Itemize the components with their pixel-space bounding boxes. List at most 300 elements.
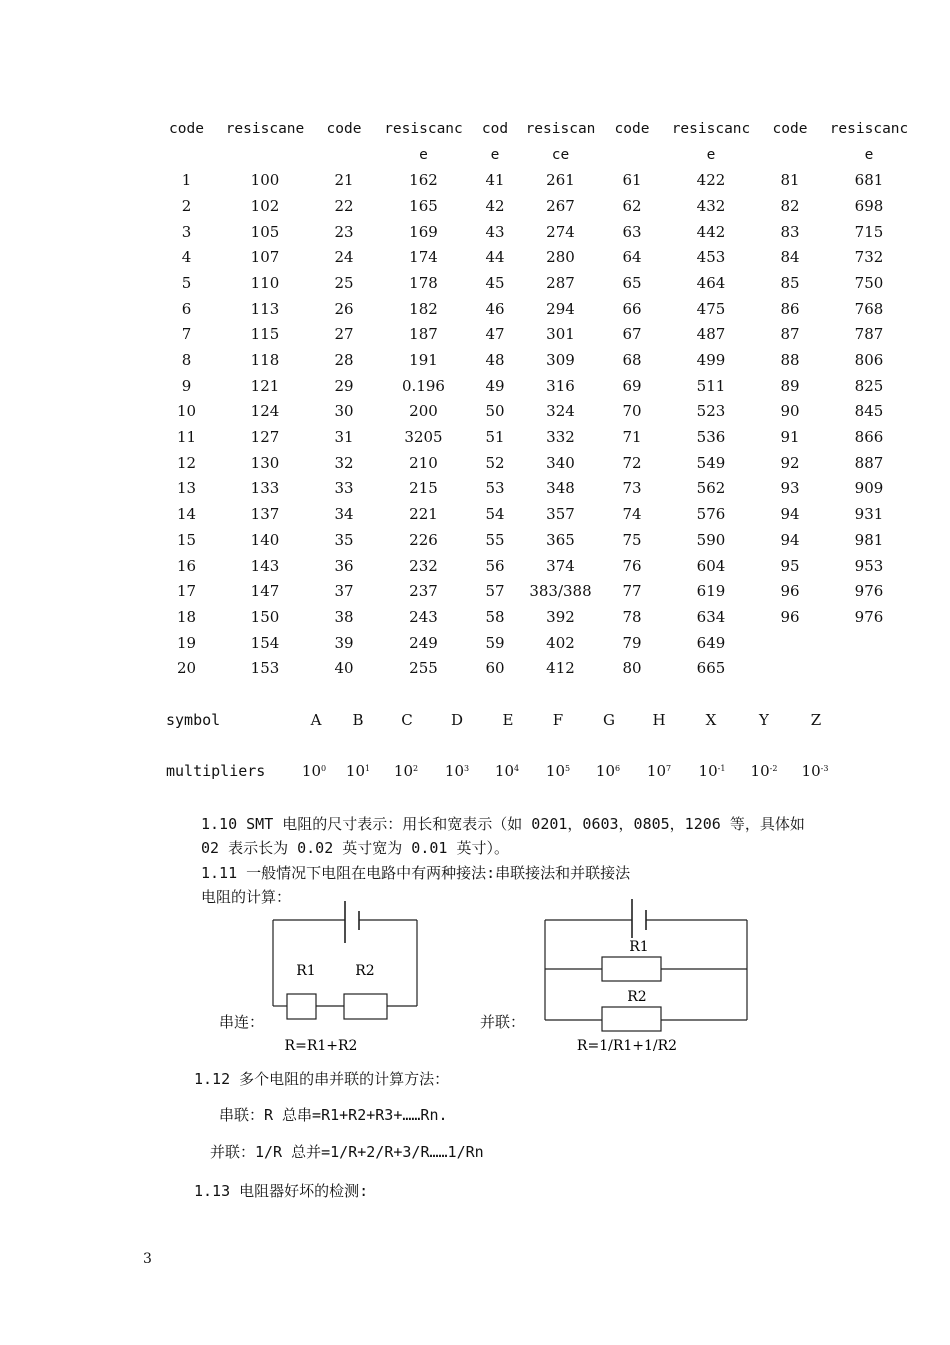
- table-row: [160, 244, 923, 270]
- table-cell: 750: [854, 273, 884, 292]
- table-cell: 16: [176, 556, 197, 575]
- table-cell: 95: [780, 556, 800, 575]
- resistor-r1: [287, 994, 316, 1019]
- header-cell: resiscanc: [671, 120, 751, 137]
- table-cell: 31: [334, 428, 354, 447]
- table-cell: 6: [181, 299, 192, 318]
- table-cell: 931: [854, 505, 884, 524]
- symbol-letter: E: [502, 711, 514, 729]
- multiplier-base: 10: [393, 762, 413, 780]
- series-formula: R=R1+R2: [284, 1038, 358, 1054]
- table-cell: 237: [409, 582, 438, 601]
- multiplier-exponent: 1: [365, 764, 371, 773]
- table-cell: 46: [485, 299, 505, 318]
- resistance-code-table: [160, 116, 923, 681]
- table-cell: 182: [409, 299, 438, 318]
- header-cell: resiscanc: [384, 120, 463, 137]
- table-cell: 191: [409, 351, 438, 370]
- header-cell: resiscan: [525, 120, 596, 137]
- header-cell-wrap: [317, 142, 371, 168]
- table-cell: 316: [546, 376, 575, 395]
- multiplier-value: [533, 762, 583, 780]
- table-cell: 348: [546, 479, 575, 498]
- table-cell: 61: [622, 171, 642, 190]
- table-cell: 48: [485, 351, 505, 370]
- table-cell: 981: [854, 530, 884, 549]
- table-cell: 118: [250, 351, 280, 370]
- multiplier-base: 10: [301, 762, 321, 780]
- table-cell: 96: [780, 582, 800, 601]
- multiplier-exponent: 6: [615, 764, 621, 773]
- table-cell: 115: [250, 325, 280, 344]
- multiplier-base: 10: [494, 762, 514, 780]
- parallel-r1-label: R1: [629, 939, 649, 955]
- table-cell: 365: [546, 530, 575, 549]
- table-row: [160, 655, 923, 681]
- header-cell: code: [326, 120, 362, 137]
- table-cell: 590: [696, 530, 726, 549]
- table-cell: 442: [696, 222, 726, 241]
- table-cell: 88: [780, 351, 800, 370]
- table-row: [160, 347, 923, 373]
- multiplier-base: 10: [345, 762, 365, 780]
- section-1-10-line1: 1.10 SMT 电阻的尺寸表示：用长和宽表示（如 0201，0603，0805，1206 等，具体如: [201, 815, 805, 833]
- table-cell: 576: [696, 505, 726, 524]
- table-cell: 72: [622, 453, 642, 472]
- multiplier-value: [634, 762, 684, 780]
- table-cell: 3: [181, 222, 192, 241]
- table-cell: 147: [250, 582, 280, 601]
- table-cell: 133: [250, 479, 280, 498]
- table-cell: 150: [250, 607, 280, 626]
- table-cell: 768: [854, 299, 884, 318]
- table-cell: 84: [780, 248, 800, 267]
- table-cell: 94: [780, 530, 800, 549]
- table-cell: 432: [696, 196, 726, 215]
- table-cell: 681: [854, 171, 884, 190]
- table-cell: 357: [546, 505, 575, 524]
- header-cell-wrap: e: [706, 146, 716, 163]
- table-cell: 80: [622, 659, 642, 678]
- table-cell: 13: [176, 479, 197, 498]
- symbol-letter: C: [401, 711, 413, 729]
- table-cell: 412: [546, 659, 575, 678]
- table-cell: 14: [176, 505, 197, 524]
- table-cell: 63: [622, 222, 642, 241]
- table-cell: 153: [250, 659, 280, 678]
- table-cell: 20: [176, 659, 197, 678]
- table-cell: 536: [696, 428, 726, 447]
- table-cell: 715: [854, 222, 884, 241]
- multiplier-value: [289, 762, 339, 780]
- table-cell: 23: [334, 222, 354, 241]
- table-row: [160, 193, 923, 219]
- header-cell-wrap: e: [864, 146, 874, 163]
- table-cell: 38: [334, 607, 354, 626]
- table-cell: 178: [409, 273, 438, 292]
- table-cell: 92: [780, 453, 800, 472]
- table-cell: 127: [250, 428, 280, 447]
- table-cell: 232: [409, 556, 438, 575]
- table-header-row: [160, 116, 923, 142]
- table-cell: 280: [546, 248, 575, 267]
- table-cell: 374: [546, 556, 575, 575]
- symbol-letter: Z: [810, 711, 822, 729]
- table-cell: 29: [334, 376, 354, 395]
- table-cell: 845: [854, 402, 884, 421]
- table-cell: 36: [334, 556, 354, 575]
- parallel-formula-text: 并联：1/R 总并=1/R+2/R+3/R……1/Rn: [210, 1143, 484, 1161]
- symbol-letter: A: [310, 711, 322, 729]
- table-cell: 59: [485, 633, 505, 652]
- table-cell: 107: [250, 248, 280, 267]
- table-cell: 15: [176, 530, 197, 549]
- multiplier-value: [790, 762, 840, 780]
- table-row: [160, 322, 923, 348]
- table-cell: 60: [485, 659, 505, 678]
- multiplier-base: 10: [801, 762, 821, 780]
- header-cell-wrap: [607, 142, 657, 168]
- table-cell: 110: [250, 273, 280, 292]
- table-row: [160, 604, 923, 630]
- header-cell-wrap: e: [419, 146, 428, 163]
- parallel-formula: R=1/R1+1/R2: [576, 1038, 678, 1054]
- table-cell: [765, 630, 815, 656]
- multipliers-label: multipliers: [166, 762, 266, 780]
- table-cell: 5: [181, 273, 192, 292]
- table-cell: 53: [485, 479, 505, 498]
- multiplier-value: [583, 762, 633, 780]
- table-cell: 40: [334, 659, 354, 678]
- multiplier-value: [687, 762, 737, 780]
- table-cell: 74: [622, 505, 642, 524]
- parallel-label: 并联：: [480, 1013, 526, 1031]
- table-cell: 976: [854, 607, 884, 626]
- series-label: 串连：: [219, 1013, 265, 1031]
- table-cell: 340: [546, 453, 575, 472]
- table-cell: 91: [780, 428, 800, 447]
- header-cell: code: [772, 120, 808, 137]
- multiplier-base: 10: [646, 762, 666, 780]
- table-cell: 64: [622, 248, 642, 267]
- table-cell: 294: [546, 299, 575, 318]
- table-cell: 475: [696, 299, 726, 318]
- table-cell: 10: [176, 402, 197, 421]
- header-cell: resiscane: [225, 120, 305, 137]
- table-cell: 96: [780, 607, 800, 626]
- table-cell: 67: [622, 325, 642, 344]
- table-cell: 113: [250, 299, 280, 318]
- multiplier-base: 10: [545, 762, 565, 780]
- table-cell: 71: [622, 428, 642, 447]
- table-cell: 976: [854, 582, 884, 601]
- table-cell: 226: [409, 530, 438, 549]
- table-cell: 58: [485, 607, 505, 626]
- table-cell: 66: [622, 299, 642, 318]
- table-cell: 75: [622, 530, 642, 549]
- table-cell: 94: [780, 505, 800, 524]
- table-row: [160, 270, 923, 296]
- table-cell: 54: [485, 505, 505, 524]
- multiplier-exponent: 7: [666, 764, 672, 773]
- table-cell: 51: [485, 428, 505, 447]
- table-cell: 787: [854, 325, 884, 344]
- table-cell: 37: [334, 582, 354, 601]
- multiplier-exponent: 4: [514, 764, 520, 773]
- table-cell: 187: [409, 325, 438, 344]
- multiplier-base: 10: [444, 762, 464, 780]
- table-cell: [815, 630, 923, 656]
- multiplier-value: [482, 762, 532, 780]
- table-cell: 21: [334, 171, 354, 190]
- table-cell: 499: [696, 351, 726, 370]
- table-cell: 44: [485, 248, 505, 267]
- symbol-letter: Y: [759, 711, 769, 729]
- table-cell: 604: [696, 556, 726, 575]
- table-cell: 1: [181, 171, 192, 190]
- table-cell: 11: [176, 428, 197, 447]
- table-cell: 221: [409, 505, 438, 524]
- table-row: [160, 630, 923, 656]
- series-r1-label: R1: [296, 963, 316, 979]
- table-cell: 82: [780, 196, 800, 215]
- header-cell: cod: [481, 120, 509, 137]
- section-1-10-line2: 02 表示长为 0.02 英寸宽为 0.01 英寸）。: [201, 839, 509, 857]
- table-cell: 19: [176, 633, 197, 652]
- resistor-r2: [602, 1007, 661, 1031]
- table-cell: 825: [854, 376, 884, 395]
- table-cell: 57: [485, 582, 505, 601]
- table-cell: 4: [181, 248, 192, 267]
- table-cell: 89: [780, 376, 800, 395]
- table-cell: 267: [546, 196, 575, 215]
- multiplier-exponent: -1: [717, 764, 726, 773]
- table-cell: 143: [250, 556, 280, 575]
- table-cell: 17: [176, 582, 197, 601]
- table-cell: 8: [181, 351, 192, 370]
- table-cell: 34: [334, 505, 354, 524]
- table-cell: 806: [854, 351, 884, 370]
- table-row: [160, 450, 923, 476]
- table-cell: 309: [546, 351, 575, 370]
- table-cell: 56: [485, 556, 505, 575]
- table-row: [160, 373, 923, 399]
- table-cell: 18: [176, 607, 197, 626]
- symbol-letter: X: [705, 711, 717, 729]
- table-cell: 85: [780, 273, 800, 292]
- multiplier-value: [432, 762, 482, 780]
- table-cell: 35: [334, 530, 354, 549]
- parallel-circuit-diagram: [535, 893, 755, 1058]
- table-cell: 68: [622, 351, 642, 370]
- series-formula-text: 串联：R 总串=R1+R2+R3+……Rn.: [219, 1106, 448, 1124]
- multiplier-value: [739, 762, 789, 780]
- header-cell: code: [169, 120, 204, 137]
- section-1-11: 1.11 一般情况下电阻在电路中有两种接法:串联接法和并联接法: [201, 864, 631, 882]
- table-cell: 130: [250, 453, 280, 472]
- table-cell: 887: [854, 453, 884, 472]
- table-cell: 249: [409, 633, 438, 652]
- table-cell: 7: [181, 325, 192, 344]
- table-cell: 261: [546, 171, 575, 190]
- table-cell: 69: [622, 376, 642, 395]
- table-cell: 255: [409, 659, 438, 678]
- table-cell: 78: [622, 607, 642, 626]
- table-cell: 73: [622, 479, 642, 498]
- table-cell: 2: [181, 196, 192, 215]
- table-cell: 301: [546, 325, 575, 344]
- series-circuit-diagram: [265, 893, 430, 1058]
- header-cell-wrap: [213, 142, 317, 168]
- header-cell-wrap: e: [490, 146, 500, 163]
- table-cell: 215: [409, 479, 438, 498]
- multiplier-base: 10: [595, 762, 615, 780]
- table-cell: 79: [622, 633, 642, 652]
- table-cell: 909: [854, 479, 884, 498]
- table-cell: 24: [334, 248, 354, 267]
- table-row: [160, 424, 923, 450]
- table-cell: 649: [696, 633, 726, 652]
- table-cell: 102: [250, 196, 280, 215]
- resistor-r1: [602, 957, 661, 981]
- table-cell: 487: [696, 325, 726, 344]
- table-cell: [815, 655, 923, 681]
- table-cell: 83: [780, 222, 800, 241]
- table-cell: 86: [780, 299, 800, 318]
- multiplier-exponent: 0: [321, 764, 327, 773]
- table-cell: 47: [485, 325, 505, 344]
- table-cell: 50: [485, 402, 505, 421]
- table-cell: 243: [409, 607, 438, 626]
- table-cell: 28: [334, 351, 354, 370]
- table-cell: 866: [854, 428, 884, 447]
- table-row: [160, 553, 923, 579]
- table-cell: 100: [250, 171, 280, 190]
- table-cell: 0.196: [402, 376, 445, 395]
- table-cell: 30: [334, 402, 354, 421]
- table-cell: 55: [485, 530, 505, 549]
- table-cell: 169: [409, 222, 438, 241]
- symbol-letter: G: [603, 711, 615, 729]
- multiplier-value: [381, 762, 431, 780]
- table-row: [160, 167, 923, 193]
- table-cell: 76: [622, 556, 642, 575]
- section-1-12: 1.12 多个电阻的串并联的计算方法：: [194, 1070, 450, 1088]
- table-row: [160, 501, 923, 527]
- table-cell: 332: [546, 428, 575, 447]
- table-row: [160, 399, 923, 425]
- table-cell: 25: [334, 273, 354, 292]
- table-row: [160, 219, 923, 245]
- table-cell: 549: [696, 453, 726, 472]
- multiplier-base: 10: [750, 762, 770, 780]
- table-cell: 200: [409, 402, 438, 421]
- multiplier-base: 10: [698, 762, 718, 780]
- table-cell: 41: [485, 171, 505, 190]
- table-cell: 3205: [404, 428, 443, 447]
- table-cell: 698: [854, 196, 884, 215]
- symbol-letter: H: [652, 711, 666, 729]
- table-cell: 324: [546, 402, 575, 421]
- table-cell: 62: [622, 196, 642, 215]
- table-cell: 70: [622, 402, 642, 421]
- table-cell: 65: [622, 273, 642, 292]
- table-header-row-wrap: [160, 142, 923, 168]
- symbol-letter: F: [552, 711, 564, 729]
- table-row: [160, 476, 923, 502]
- table-cell: 732: [854, 248, 884, 267]
- multiplier-exponent: -3: [820, 764, 829, 773]
- table-cell: 162: [409, 171, 438, 190]
- table-cell: 124: [250, 402, 280, 421]
- table-cell: 45: [485, 273, 505, 292]
- header-cell: code: [614, 120, 650, 137]
- table-cell: 26: [334, 299, 354, 318]
- table-cell: 32: [334, 453, 354, 472]
- multiplier-exponent: -2: [769, 764, 778, 773]
- table-cell: 274: [546, 222, 575, 241]
- multiplier-exponent: 3: [464, 764, 470, 773]
- table-cell: 9: [181, 376, 192, 395]
- table-cell: [765, 655, 815, 681]
- table-row: [160, 296, 923, 322]
- table-cell: 453: [696, 248, 726, 267]
- table-cell: 392: [546, 607, 575, 626]
- table-cell: 43: [485, 222, 505, 241]
- table-cell: 42: [485, 196, 505, 215]
- table-cell: 154: [250, 633, 280, 652]
- table-cell: 174: [409, 248, 438, 267]
- table-cell: 383/388: [529, 582, 592, 601]
- header-cell-wrap: ce: [551, 146, 570, 163]
- table-cell: 27: [334, 325, 354, 344]
- table-cell: 634: [696, 607, 726, 626]
- table-cell: 137: [250, 505, 280, 524]
- series-r2-label: R2: [355, 963, 375, 979]
- table-cell: 52: [485, 453, 505, 472]
- table-cell: 93: [780, 479, 800, 498]
- table-cell: 464: [696, 273, 726, 292]
- symbol-letter: B: [352, 711, 364, 729]
- resistor-r2: [344, 994, 387, 1019]
- table-cell: 33: [334, 479, 354, 498]
- table-cell: 140: [250, 530, 280, 549]
- table-cell: 562: [696, 479, 726, 498]
- table-cell: 12: [176, 453, 197, 472]
- table-cell: 22: [334, 196, 354, 215]
- header-cell-wrap: [160, 142, 213, 168]
- table-cell: 121: [250, 376, 280, 395]
- table-cell: 87: [780, 325, 800, 344]
- multiplier-exponent: 5: [565, 764, 571, 773]
- table-row: [160, 578, 923, 604]
- table-cell: 402: [546, 633, 575, 652]
- table-cell: 49: [485, 376, 505, 395]
- section-1-13: 1.13 电阻器好坏的检测:: [194, 1182, 369, 1200]
- table-cell: 105: [250, 222, 280, 241]
- parallel-r2-label: R2: [627, 989, 647, 1005]
- table-cell: 81: [780, 171, 800, 190]
- header-cell-wrap: [765, 142, 815, 168]
- table-cell: 210: [409, 453, 438, 472]
- table-cell: 165: [409, 196, 438, 215]
- table-cell: 39: [334, 633, 354, 652]
- table-cell: 619: [696, 582, 726, 601]
- table-cell: 422: [696, 171, 726, 190]
- multiplier-exponent: 2: [413, 764, 419, 773]
- table-cell: 287: [546, 273, 575, 292]
- multiplier-value: [333, 762, 383, 780]
